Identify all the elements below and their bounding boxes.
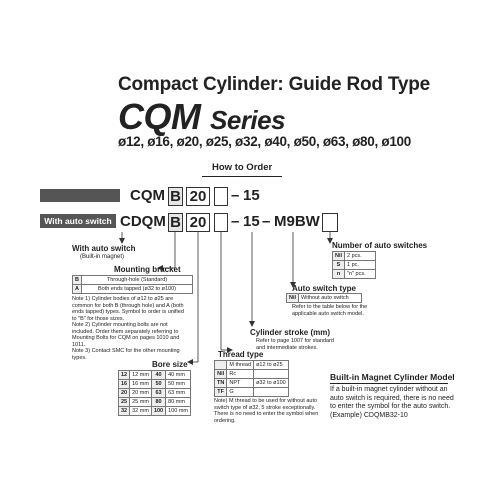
- bore-code-box: 20: [186, 213, 210, 232]
- mounting-bracket-label: Mounting bracket: [114, 265, 181, 274]
- magnet-section-rule: [330, 383, 448, 384]
- bore-value: 63 mm: [166, 389, 191, 398]
- thread-code: TN: [215, 379, 227, 388]
- bore-list: ø12, ø16, ø20, ø25, ø32, ø40, ø50, ø63, ø80, ø100: [118, 134, 411, 149]
- bore-code: 16: [119, 380, 130, 389]
- thread-table: [214, 360, 289, 397]
- table-row: [215, 370, 289, 379]
- auto-switch-note: Refer to the table below for the applicable auto switch model.: [292, 304, 368, 317]
- bore-value: 50 mm: [166, 380, 191, 389]
- page-title: Compact Cylinder: Guide Rod Type: [118, 74, 431, 95]
- bore-code: 12: [119, 371, 130, 380]
- thread-kind: G: [227, 388, 254, 397]
- series-suffix: Series: [210, 105, 286, 135]
- thread-note: Note) M thread to be used for without auto switch type of ø32, 5 stroke exceptionally. There is no need to enter the symbol when ordering.: [214, 398, 319, 424]
- thread-kind: Rc: [227, 370, 254, 379]
- table-row: [215, 361, 289, 370]
- bore-value: 40 mm: [166, 371, 191, 380]
- mount-desc: Through-hole (Standard): [81, 276, 192, 285]
- bore-code: 100: [151, 407, 165, 416]
- thread-type-label: Thread type: [218, 350, 264, 359]
- magnet-section-text: If a built-in magnet cylinder without an auto switch is required, there is no need to enter the symbol for the auto switch. (Example) CDQMB32-10: [330, 386, 454, 419]
- switch-count-desc: 1 pc.: [345, 261, 376, 270]
- bore-table: [118, 370, 191, 416]
- table-row: [333, 261, 376, 270]
- stroke-code: 15: [243, 187, 260, 204]
- bore-value: 100 mm: [166, 407, 191, 416]
- table-row: [215, 388, 289, 397]
- bore-code: 32: [119, 407, 130, 416]
- dash: –: [231, 187, 240, 204]
- table-row: [119, 389, 191, 398]
- dash: –: [262, 213, 271, 230]
- table-row: [119, 380, 191, 389]
- series-main: CQM: [118, 96, 201, 137]
- dash: –: [231, 213, 240, 230]
- bore-value: 12 mm: [130, 371, 152, 380]
- built-in-magnet-label: (Built-in magnet): [80, 254, 125, 260]
- thread-code: Nil: [215, 370, 227, 379]
- switch-count-code: S: [333, 261, 345, 270]
- cylinder-stroke-label: Cylinder stroke (mm): [250, 328, 331, 337]
- with-auto-switch-label: With auto switch: [72, 244, 136, 253]
- thread-range: [254, 388, 289, 397]
- note-item: Note 1) Cylinder bodies of ø12 to ø25 are common for both B (through hole) and A (both ends tapped) types. Symbol to order is unified to "B" for those sizes.: [72, 296, 184, 322]
- how-to-order-heading: How to Order: [212, 162, 273, 173]
- note-item: Note 2) Cylinder mounting bolts are not included. Order them separately referring to Mounting Bolts for CQM on pages 1010 and 1011.: [72, 322, 180, 348]
- cylinder-stroke-note: Refer to page 1007 for standard and intermediate strokes.: [256, 338, 334, 351]
- table-row: [119, 398, 191, 407]
- thread-code: [215, 361, 227, 370]
- bore-size-label: Bore size: [152, 360, 188, 369]
- mount-code: A: [73, 285, 82, 294]
- table-row: [119, 371, 191, 380]
- table-row: [333, 252, 376, 261]
- model-prefix: CQM: [130, 187, 165, 204]
- switch-count-code: n: [333, 270, 345, 279]
- table-row: [287, 294, 362, 303]
- thread-kind: M thread: [227, 361, 254, 370]
- table-row: [333, 270, 376, 279]
- bore-value: 16 mm: [130, 380, 152, 389]
- bore-code: 80: [151, 398, 165, 407]
- switch-code: M9BW: [274, 213, 320, 230]
- switch-count-desc: 2 pcs.: [345, 252, 376, 261]
- bore-value: 32 mm: [130, 407, 152, 416]
- thread-range: ø32 to ø100: [254, 379, 289, 388]
- auto-switch-badge: With auto switch: [40, 214, 116, 228]
- bore-code: 40: [151, 371, 165, 380]
- bore-code-box: 20: [186, 187, 210, 206]
- mount-desc: Both ends tapped (ø32 to ø100): [81, 285, 192, 294]
- switch-type-table: [286, 293, 362, 303]
- thread-kind: NPT: [227, 379, 254, 388]
- thread-range: ø12 to ø25: [254, 361, 289, 370]
- magnet-section-title: Built-in Magnet Cylinder Model: [330, 372, 455, 382]
- table-row: [73, 276, 193, 285]
- bore-code: 50: [151, 380, 165, 389]
- mounting-notes: [72, 296, 184, 361]
- mount-code-box: B: [168, 213, 183, 232]
- bore-code: 25: [119, 398, 130, 407]
- thread-range: [254, 370, 289, 379]
- mounting-table: [72, 275, 193, 294]
- switch-count-desc: "n" pcs.: [345, 270, 376, 279]
- bore-code: 20: [119, 389, 130, 398]
- mount-code-box: B: [168, 187, 183, 206]
- bore-value: 80 mm: [166, 398, 191, 407]
- thread-code: TF: [215, 388, 227, 397]
- note-item: Note 3) Contact SMC for the other mounting types.: [72, 348, 180, 361]
- bore-value: 20 mm: [130, 389, 152, 398]
- table-row: [73, 285, 193, 294]
- stroke-code: 15: [243, 213, 260, 230]
- auto-switch-type-label: Auto switch type: [292, 284, 357, 293]
- switch-count-label: Number of auto switches: [332, 241, 428, 250]
- table-row: [119, 407, 191, 416]
- switch-count-table: [332, 251, 376, 279]
- mount-code: B: [73, 276, 82, 285]
- model-prefix-auto: CDQM: [120, 213, 166, 230]
- switch-count-code: Nil: [333, 252, 345, 261]
- bore-code: 63: [151, 389, 165, 398]
- bore-value: 25 mm: [130, 398, 152, 407]
- switch-type-code: Nil: [287, 294, 299, 303]
- table-row: [215, 379, 289, 388]
- switch-type-desc: Without auto switch: [299, 294, 362, 303]
